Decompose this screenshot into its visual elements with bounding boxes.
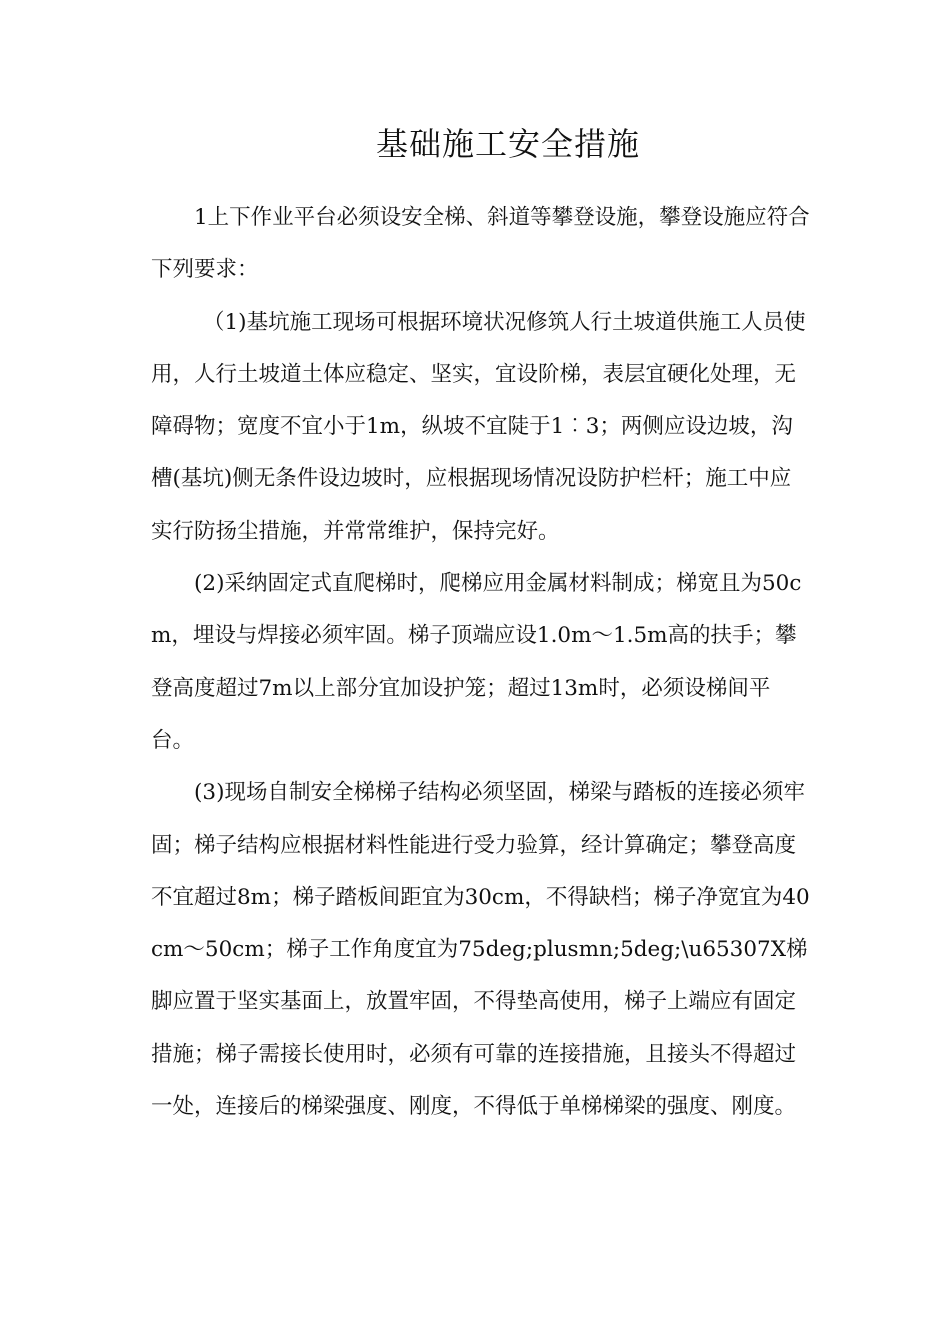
paragraph-item-2: (2)采纳固定式直爬梯时，爬梯应用金属材料制成；梯宽且为50cm，埋设与焊接必须牢固。梯子顶端应设1.0m～1.5m高的扶手；攀登高度超过7m以上部分宜加设护笼；超过13m时，必须设梯间平台。 <box>151 571 802 753</box>
paragraph-item-3: (3)现场自制安全梯梯子结构必须坚固，梯梁与踏板的连接必须牢固；梯子结构应根据材料性能进行受力验算，经计算确定；攀登高度不宜超过8m；梯子踏板间距宜为30cm，不得缺档；梯子净宽宜为40cm～50cm；梯子工作角度宜为75deg;plusmn;5deg;\u65307X梯脚应置于坚实基面上，放置牢固，不得垫高使用，梯子上端应有固定措施；梯子需接长使用时，必须有可靠的连接措施，且接头不得超过一处，连接后的梯梁强度、刚度，不得低于单梯梯梁的强度、刚度。 <box>151 780 810 1120</box>
paragraph-item-1: （1)基坑施工现场可根据环境状况修筑人行土坡道供施工人员使用，人行土坡道土体应稳定、坚实，宜设阶梯，表层宜硬化处理，无障碍物；宽度不宜小于1m，纵坡不宜陡于1︰3；两侧应设边坡，沟槽(基坑)侧无条件设边坡时，应根据现场情况设防护栏杆；施工中应实行防扬尘措施，并常常维护，保持完好。 <box>151 309 806 544</box>
document-title: 基础施工安全措施 <box>375 125 640 163</box>
paragraph-intro: 1上下作业平台必须设安全梯、斜道等攀登设施，攀登设施应符合下列要求： <box>151 205 810 283</box>
document-body <box>151 192 811 1133</box>
